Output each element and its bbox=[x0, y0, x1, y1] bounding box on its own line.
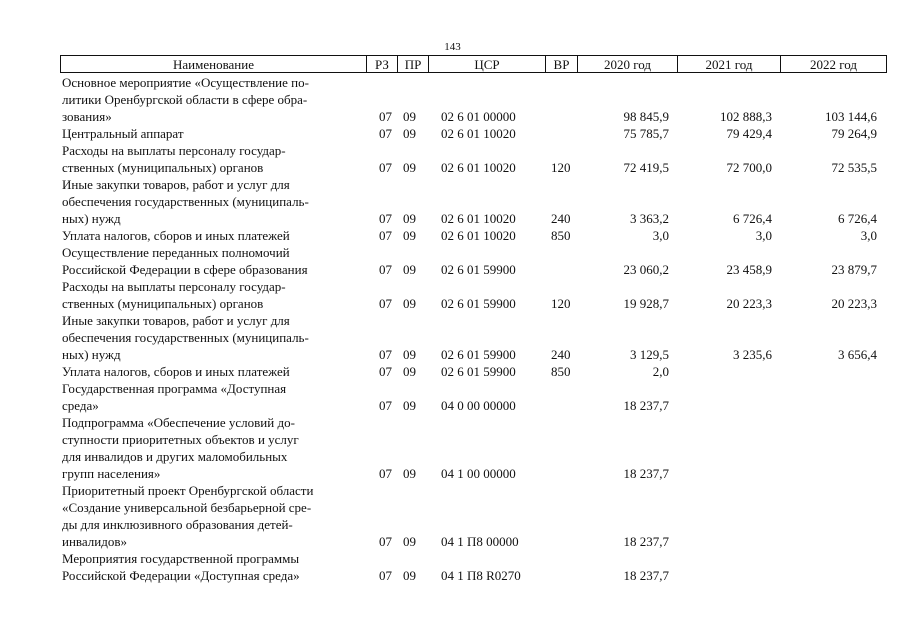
row-value-2020: 3 363,2 bbox=[630, 211, 669, 226]
row-value-2020: 23 060,2 bbox=[623, 262, 669, 277]
row-csr: 04 1 П8 R0270 bbox=[441, 568, 521, 583]
row-pr: 09 bbox=[403, 534, 416, 549]
table-row bbox=[60, 142, 887, 176]
row-value-2021: 102 888,3 bbox=[720, 109, 772, 124]
row-name: Приоритетный проект Оренбургской области «Создание универсальной безбарьерной сре- ды для инклюзивного образования детей- инвалидов» bbox=[62, 483, 314, 549]
table-row bbox=[60, 482, 887, 550]
row-value-2022: 79 264,9 bbox=[831, 126, 877, 141]
header-rz: РЗ bbox=[366, 56, 397, 73]
row-value-2020: 2,0 bbox=[652, 364, 669, 379]
row-name: Центральный аппарат bbox=[62, 126, 184, 141]
row-value-2020: 75 785,7 bbox=[623, 126, 669, 141]
row-rz: 07 bbox=[379, 262, 392, 277]
table-header bbox=[60, 55, 887, 73]
row-pr: 09 bbox=[403, 160, 416, 175]
row-value-2021: 79 429,4 bbox=[726, 126, 772, 141]
row-name: Иные закупки товаров, работ и услуг для обеспечения государственных (муниципаль- ных) нужд bbox=[62, 313, 309, 362]
table-row bbox=[60, 312, 887, 363]
row-value-2021: 20 223,3 bbox=[726, 296, 772, 311]
row-pr: 09 bbox=[403, 347, 416, 362]
row-rz: 07 bbox=[379, 109, 392, 124]
row-name: Подпрограмма «Обеспечение условий до- ступности приоритетных объектов и услуг для инвалидов и других маломобильных групп населения» bbox=[62, 415, 299, 481]
row-rz: 07 bbox=[379, 347, 392, 362]
table-row bbox=[60, 244, 887, 278]
row-pr: 09 bbox=[403, 109, 416, 124]
row-pr: 09 bbox=[403, 364, 416, 379]
row-vr: 850 bbox=[551, 364, 571, 379]
header-name: Наименование bbox=[60, 56, 366, 73]
row-rz: 07 bbox=[379, 296, 392, 311]
row-vr: 120 bbox=[551, 160, 571, 175]
row-value-2020: 18 237,7 bbox=[623, 398, 669, 413]
row-value-2022: 3 656,4 bbox=[838, 347, 877, 362]
row-rz: 07 bbox=[379, 364, 392, 379]
header-pr: ПР bbox=[397, 56, 428, 73]
row-name: Мероприятия государственной программы Российской Федерации «Доступная среда» bbox=[62, 551, 300, 583]
row-value-2021: 72 700,0 bbox=[726, 160, 772, 175]
table-row bbox=[60, 227, 887, 244]
table-row bbox=[60, 380, 887, 414]
row-vr: 850 bbox=[551, 228, 571, 243]
row-pr: 09 bbox=[403, 466, 416, 481]
header-2021: 2021 год bbox=[677, 56, 780, 73]
row-vr: 120 bbox=[551, 296, 571, 311]
row-csr: 02 6 01 10020 bbox=[441, 126, 516, 141]
row-pr: 09 bbox=[403, 398, 416, 413]
row-value-2020: 19 928,7 bbox=[623, 296, 669, 311]
row-vr: 240 bbox=[551, 347, 571, 362]
row-pr: 09 bbox=[403, 211, 416, 226]
row-value-2022: 20 223,3 bbox=[831, 296, 877, 311]
row-csr: 02 6 01 59900 bbox=[441, 347, 516, 362]
row-rz: 07 bbox=[379, 211, 392, 226]
row-name: Уплата налогов, сборов и иных платежей bbox=[62, 364, 290, 379]
row-value-2020: 18 237,7 bbox=[623, 534, 669, 549]
row-csr: 02 6 01 59900 bbox=[441, 296, 516, 311]
row-csr: 04 1 00 00000 bbox=[441, 466, 516, 481]
row-value-2021: 6 726,4 bbox=[733, 211, 772, 226]
table-row bbox=[60, 414, 887, 482]
table-body bbox=[60, 74, 887, 584]
table-row bbox=[60, 176, 887, 227]
row-value-2022: 6 726,4 bbox=[838, 211, 877, 226]
row-csr: 02 6 01 59900 bbox=[441, 364, 516, 379]
row-rz: 07 bbox=[379, 568, 392, 583]
header-2020: 2020 год bbox=[577, 56, 677, 73]
table-row bbox=[60, 550, 887, 584]
row-value-2022: 23 879,7 bbox=[831, 262, 877, 277]
page-number: 143 bbox=[444, 41, 461, 53]
table-row bbox=[60, 125, 887, 142]
row-csr: 04 0 00 00000 bbox=[441, 398, 516, 413]
row-csr: 04 1 П8 00000 bbox=[441, 534, 519, 549]
row-name: Расходы на выплаты персоналу государ- ственных (муниципальных) органов bbox=[62, 143, 286, 175]
row-pr: 09 bbox=[403, 126, 416, 141]
row-name: Иные закупки товаров, работ и услуг для обеспечения государственных (муниципаль- ных) нужд bbox=[62, 177, 309, 226]
row-name: Осуществление переданных полномочий Российской Федерации в сфере образования bbox=[62, 245, 308, 277]
row-pr: 09 bbox=[403, 296, 416, 311]
row-value-2020: 98 845,9 bbox=[623, 109, 669, 124]
row-name: Расходы на выплаты персоналу государ- ственных (муниципальных) органов bbox=[62, 279, 286, 311]
row-value-2020: 18 237,7 bbox=[623, 568, 669, 583]
row-value-2020: 3,0 bbox=[652, 228, 669, 243]
row-csr: 02 6 01 10020 bbox=[441, 160, 516, 175]
row-name: Основное мероприятие «Осуществление по- литики Оренбургской области в сфере обра- зования» bbox=[62, 75, 309, 124]
row-value-2020: 18 237,7 bbox=[623, 466, 669, 481]
row-name: Государственная программа «Доступная среда» bbox=[62, 381, 287, 413]
row-csr: 02 6 01 00000 bbox=[441, 109, 516, 124]
header-vr: ВР bbox=[545, 56, 577, 73]
row-value-2020: 72 419,5 bbox=[623, 160, 669, 175]
row-rz: 07 bbox=[379, 160, 392, 175]
row-pr: 09 bbox=[403, 228, 416, 243]
row-rz: 07 bbox=[379, 126, 392, 141]
header-csr: ЦСР bbox=[428, 56, 545, 73]
row-value-2021: 3,0 bbox=[755, 228, 772, 243]
row-pr: 09 bbox=[403, 568, 416, 583]
row-rz: 07 bbox=[379, 534, 392, 549]
row-value-2021: 3 235,6 bbox=[733, 347, 772, 362]
table-row bbox=[60, 74, 887, 125]
row-csr: 02 6 01 10020 bbox=[441, 228, 516, 243]
row-csr: 02 6 01 59900 bbox=[441, 262, 516, 277]
row-value-2022: 3,0 bbox=[860, 228, 877, 243]
row-value-2021: 23 458,9 bbox=[726, 262, 772, 277]
row-csr: 02 6 01 10020 bbox=[441, 211, 516, 226]
row-rz: 07 bbox=[379, 398, 392, 413]
row-vr: 240 bbox=[551, 211, 571, 226]
table-row bbox=[60, 278, 887, 312]
row-pr: 09 bbox=[403, 262, 416, 277]
row-rz: 07 bbox=[379, 228, 392, 243]
row-value-2022: 72 535,5 bbox=[831, 160, 877, 175]
row-value-2020: 3 129,5 bbox=[630, 347, 669, 362]
row-name: Уплата налогов, сборов и иных платежей bbox=[62, 228, 290, 243]
header-2022: 2022 год bbox=[780, 56, 887, 73]
table-row bbox=[60, 363, 887, 380]
row-value-2022: 103 144,6 bbox=[825, 109, 877, 124]
row-rz: 07 bbox=[379, 466, 392, 481]
